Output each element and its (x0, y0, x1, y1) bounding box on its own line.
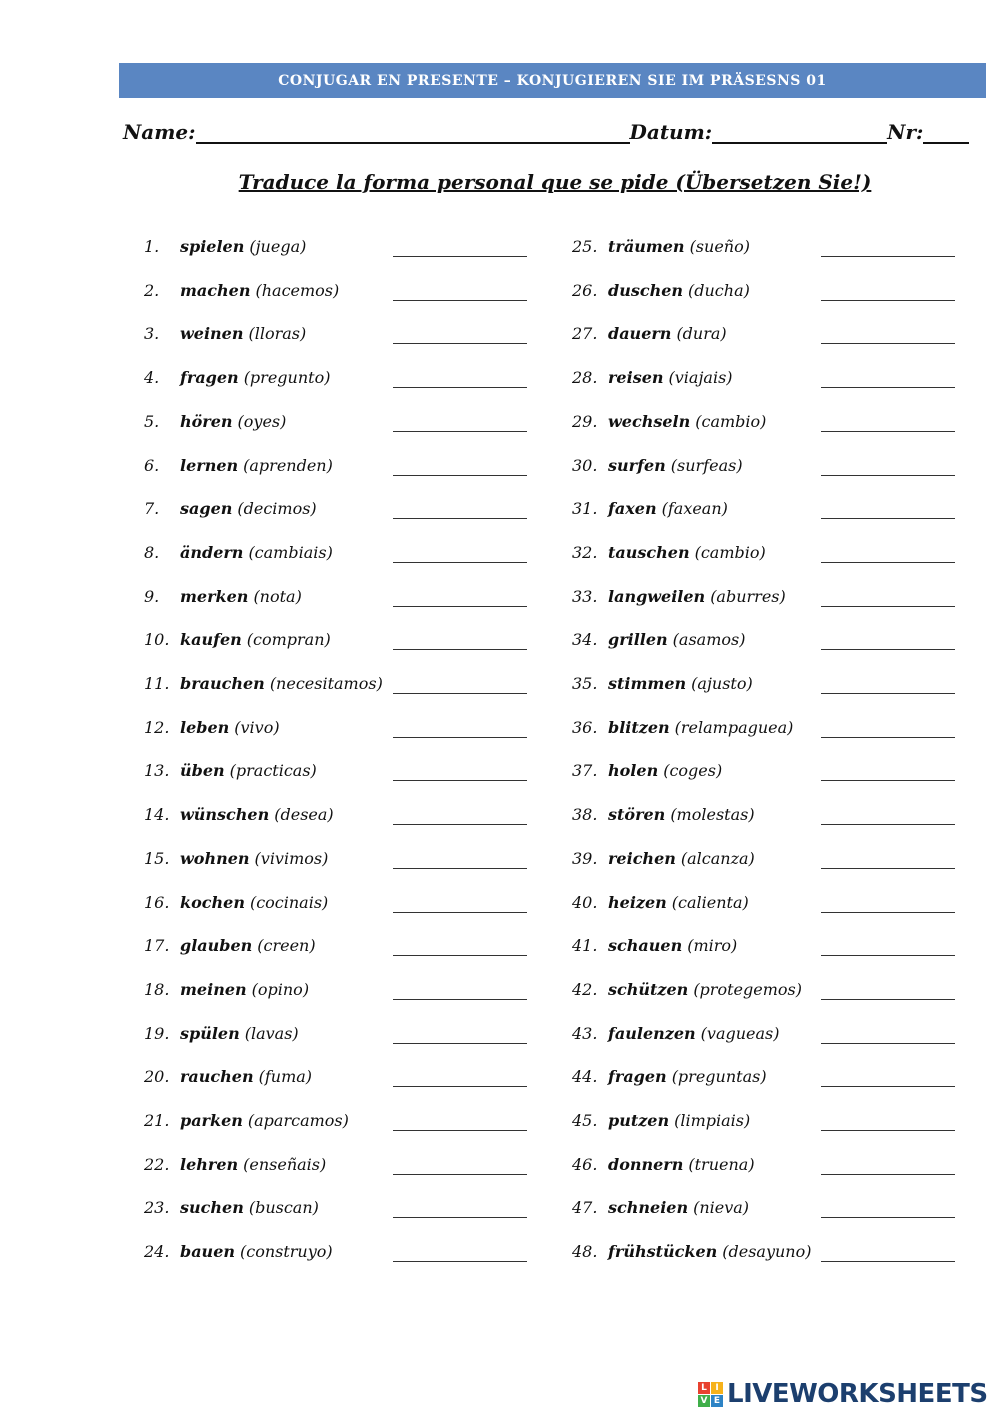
item-verb: wechseln (608, 411, 691, 431)
item-number: 23. (144, 1198, 170, 1218)
item-number: 25. (572, 237, 598, 256)
exercise-item (144, 1155, 326, 1179)
item-number: 4. (144, 368, 160, 388)
exercise-item (572, 1024, 780, 1048)
item-number: 40. (572, 892, 598, 912)
item-number: 22. (144, 1154, 170, 1174)
exercise-item (572, 893, 749, 917)
item-verb: merken (180, 586, 249, 606)
item-number: 16. (144, 892, 170, 912)
exercise-item (572, 412, 766, 436)
exercise-item (572, 237, 750, 261)
exercise-item (572, 805, 755, 829)
exercise-item (144, 543, 333, 567)
answer-blank[interactable] (393, 693, 527, 694)
item-number: 11. (144, 674, 170, 693)
answer-blank[interactable] (393, 1043, 527, 1044)
item-verb: leben (180, 717, 230, 737)
answer-blank[interactable] (393, 780, 527, 781)
item-verb: schützen (608, 979, 689, 999)
answer-blank[interactable] (393, 955, 527, 956)
answer-blank[interactable] (821, 1043, 955, 1044)
item-hint: (relampaguea) (674, 717, 794, 737)
exercise-item (572, 980, 802, 1004)
answer-blank[interactable] (821, 780, 955, 781)
item-number: 8. (144, 542, 160, 562)
item-number: 12. (144, 717, 170, 737)
exercise-item (144, 980, 309, 1004)
date-label: Datum: (629, 120, 713, 144)
item-hint: (ajusto) (691, 674, 753, 693)
answer-blank[interactable] (821, 1261, 955, 1262)
item-hint: (calienta) (671, 892, 749, 912)
item-hint: (truena) (688, 1154, 755, 1174)
item-number: 35. (572, 674, 598, 693)
item-verb: glauben (180, 936, 253, 956)
exercise-item (572, 674, 753, 698)
item-hint: (cocinais) (249, 892, 329, 912)
item-hint: (necesitamos) (269, 674, 383, 693)
answer-blank[interactable] (821, 868, 955, 869)
worksheet-title-banner (119, 63, 986, 98)
answer-blank[interactable] (821, 300, 955, 301)
answer-blank[interactable] (393, 1261, 527, 1262)
item-number: 44. (572, 1067, 598, 1087)
item-verb: fragen (608, 1067, 667, 1087)
item-hint: (juega) (249, 237, 307, 256)
item-verb: fragen (180, 368, 239, 388)
answer-blank[interactable] (821, 737, 955, 738)
item-verb: lernen (180, 455, 239, 475)
item-hint: (cambio) (694, 542, 766, 562)
item-number: 24. (144, 1242, 170, 1262)
item-hint: (coges) (663, 761, 723, 781)
item-number: 28. (572, 368, 598, 388)
item-verb: tauschen (608, 542, 690, 562)
exercise-item (144, 499, 317, 523)
item-number: 45. (572, 1111, 598, 1130)
item-verb: faxen (608, 499, 657, 519)
item-verb: stören (608, 805, 666, 825)
item-hint: (preguntas) (671, 1067, 767, 1087)
exercise-item (572, 1155, 755, 1179)
item-hint: (opino) (251, 979, 310, 999)
item-number: 30. (572, 455, 598, 475)
exercise-item (572, 456, 743, 480)
item-hint: (vivimos) (254, 848, 329, 868)
item-hint: (vagueas) (700, 1023, 780, 1043)
item-verb: duschen (608, 280, 684, 300)
item-number: 1. (144, 237, 160, 256)
exercise-item (144, 718, 280, 742)
item-hint: (practicas) (229, 761, 317, 781)
exercise-item (144, 849, 328, 873)
item-hint: (dura) (676, 324, 727, 344)
item-verb: weinen (180, 324, 244, 344)
exercise-item (572, 499, 728, 523)
exercise-item (144, 761, 317, 785)
item-number: 2. (144, 280, 160, 300)
item-number: 29. (572, 411, 598, 431)
worksheet-title: CONJUGAR EN PRESENTE – KONJUGIEREN SIE IM PRÄSESNS 01 (278, 72, 827, 89)
answer-blank[interactable] (821, 649, 955, 650)
item-verb: grillen (608, 630, 668, 650)
item-verb: sagen (180, 499, 233, 519)
answer-blank[interactable] (393, 649, 527, 650)
item-verb: frühstücken (608, 1242, 718, 1262)
answer-blank[interactable] (393, 1217, 527, 1218)
exercise-item (572, 587, 786, 611)
item-hint: (lloras) (248, 324, 307, 344)
item-number: 38. (572, 805, 598, 825)
answer-blank[interactable] (393, 387, 527, 388)
item-number: 3. (144, 324, 160, 344)
exercise-item (572, 1067, 767, 1091)
exercise-item (144, 805, 334, 829)
answer-blank[interactable] (821, 693, 955, 694)
item-verb: wohnen (180, 848, 250, 868)
answer-blank[interactable] (393, 1130, 527, 1131)
exercise-item (144, 1242, 333, 1266)
item-hint: (ducha) (688, 280, 750, 300)
item-hint: (nieva) (693, 1198, 750, 1218)
answer-blank[interactable] (821, 606, 955, 607)
item-number: 34. (572, 630, 598, 650)
exercise-item (572, 281, 750, 305)
answer-blank[interactable] (821, 562, 955, 563)
item-verb: kochen (180, 892, 245, 912)
item-number: 31. (572, 499, 598, 519)
answer-blank[interactable] (393, 475, 527, 476)
answer-blank[interactable] (393, 999, 527, 1000)
item-verb: parken (180, 1111, 243, 1130)
exercise-item (572, 368, 733, 392)
item-number: 14. (144, 805, 170, 825)
item-verb: faulenzen (608, 1023, 696, 1043)
item-number: 33. (572, 586, 598, 606)
item-verb: blitzen (608, 717, 670, 737)
item-verb: heizen (608, 892, 667, 912)
item-hint: (aprenden) (243, 455, 333, 475)
answer-blank[interactable] (393, 300, 527, 301)
item-verb: brauchen (180, 674, 265, 693)
item-hint: (hacemos) (255, 280, 340, 300)
item-verb: reisen (608, 368, 664, 388)
item-number: 36. (572, 717, 598, 737)
item-hint: (faxean) (661, 499, 728, 519)
item-verb: hören (180, 411, 233, 431)
exercise-item (144, 936, 316, 960)
item-number: 13. (144, 761, 170, 781)
item-hint: (nota) (253, 586, 302, 606)
item-hint: (pregunto) (243, 368, 331, 388)
item-hint: (buscan) (248, 1198, 319, 1218)
exercise-item (572, 849, 755, 873)
item-hint: (cambiais) (248, 542, 333, 562)
exercise-item (144, 630, 331, 654)
exercise-item (572, 936, 737, 960)
item-hint: (alcanza) (680, 848, 755, 868)
exercise-item (572, 1198, 749, 1222)
item-number: 42. (572, 979, 598, 999)
item-hint: (aburres) (710, 586, 786, 606)
item-number: 26. (572, 280, 598, 300)
item-verb: stimmen (608, 674, 687, 693)
item-verb: putzen (608, 1111, 670, 1130)
answer-blank[interactable] (393, 824, 527, 825)
item-verb: reichen (608, 848, 676, 868)
logo-mark-icon (698, 1382, 723, 1407)
answer-blank[interactable] (821, 1086, 955, 1087)
item-hint: (desea) (274, 805, 334, 825)
item-hint: (oyes) (237, 411, 287, 431)
item-hint: (decimos) (237, 499, 317, 519)
item-verb: suchen (180, 1198, 244, 1218)
answer-blank[interactable] (821, 912, 955, 913)
exercise-item (144, 368, 330, 392)
exercise-item (144, 1111, 349, 1135)
exercise-item (144, 281, 339, 305)
item-verb: langweilen (608, 586, 706, 606)
item-number: 17. (144, 936, 170, 956)
answer-blank[interactable] (821, 999, 955, 1000)
item-number: 43. (572, 1023, 598, 1043)
exercise-item (144, 456, 333, 480)
item-hint: (protegemos) (693, 979, 802, 999)
item-verb: spielen (180, 237, 245, 256)
exercise-item (572, 324, 727, 348)
answer-blank[interactable] (821, 431, 955, 432)
item-hint: (surfeas) (670, 455, 743, 475)
answer-blank[interactable] (393, 606, 527, 607)
item-verb: holen (608, 761, 659, 781)
item-number: 39. (572, 848, 598, 868)
item-verb: donnern (608, 1154, 684, 1174)
exercise-item (144, 1024, 299, 1048)
exercise-item (144, 893, 328, 917)
item-number: 20. (144, 1067, 170, 1087)
item-verb: kaufen (180, 630, 242, 650)
exercise-item (144, 1067, 312, 1091)
item-verb: spülen (180, 1023, 240, 1043)
answer-blank[interactable] (821, 955, 955, 956)
item-verb: surfen (608, 455, 666, 475)
item-number: 48. (572, 1242, 598, 1262)
item-hint: (cambio) (695, 411, 767, 431)
item-number: 47. (572, 1198, 598, 1218)
item-hint: (enseñais) (243, 1154, 327, 1174)
item-verb: rauchen (180, 1067, 254, 1087)
answer-blank[interactable] (821, 1130, 955, 1131)
item-number: 18. (144, 979, 170, 999)
answer-blank[interactable] (393, 343, 527, 344)
item-number: 15. (144, 848, 170, 868)
answer-blank[interactable] (821, 343, 955, 344)
answer-blank[interactable] (821, 475, 955, 476)
item-verb: meinen (180, 979, 247, 999)
logo-mark-letter: E (711, 1395, 723, 1407)
item-verb: dauern (608, 324, 672, 344)
name-field-line[interactable] (196, 122, 630, 144)
item-hint: (miro) (687, 936, 738, 956)
exercise-item (144, 674, 383, 698)
item-hint: (compran) (246, 630, 331, 650)
item-verb: schneien (608, 1198, 689, 1218)
answer-blank[interactable] (393, 431, 527, 432)
item-hint: (aparcamos) (247, 1111, 349, 1130)
nr-label: Nr: (887, 120, 924, 144)
student-info-row (123, 120, 987, 144)
name-label: Name: (123, 120, 196, 144)
item-hint: (asamos) (672, 630, 746, 650)
exercise-item (572, 1111, 750, 1135)
item-verb: bauen (180, 1242, 235, 1262)
item-verb: lehren (180, 1154, 239, 1174)
exercise-item (572, 761, 722, 785)
exercise-item (144, 587, 302, 611)
logo-wordmark: LIVEWORKSHEETS (727, 1379, 988, 1409)
item-verb: träumen (608, 237, 685, 256)
item-hint: (desayuno) (722, 1242, 812, 1262)
item-number: 46. (572, 1154, 598, 1174)
answer-blank[interactable] (393, 912, 527, 913)
logo-mark-letter: L (698, 1382, 710, 1394)
answer-blank[interactable] (821, 824, 955, 825)
item-hint: (construyo) (240, 1242, 333, 1262)
item-verb: wünschen (180, 805, 270, 825)
item-number: 41. (572, 936, 598, 956)
exercise-item (572, 543, 766, 567)
item-hint: (vivo) (234, 717, 280, 737)
exercise-item (144, 237, 306, 261)
answer-blank[interactable] (393, 737, 527, 738)
item-number: 5. (144, 411, 160, 431)
item-hint: (viajais) (668, 368, 733, 388)
instruction-heading: Traduce la forma personal que se pide (Übersetzen Sie!) (238, 170, 872, 194)
item-verb: ändern (180, 542, 244, 562)
answer-blank[interactable] (821, 518, 955, 519)
answer-blank[interactable] (393, 562, 527, 563)
answer-blank[interactable] (821, 387, 955, 388)
item-number: 21. (144, 1111, 170, 1130)
item-hint: (molestas) (670, 805, 755, 825)
item-number: 19. (144, 1023, 170, 1043)
item-hint: (creen) (257, 936, 316, 956)
answer-blank[interactable] (821, 1217, 955, 1218)
item-number: 27. (572, 324, 598, 344)
answer-blank[interactable] (393, 1086, 527, 1087)
logo-mark-letter: V (698, 1395, 710, 1407)
exercise-item (572, 1242, 811, 1266)
date-field-line[interactable] (712, 122, 887, 144)
item-hint: (sueño) (689, 237, 750, 256)
item-number: 9. (144, 586, 160, 606)
item-number: 32. (572, 542, 598, 562)
exercise-item (572, 630, 745, 654)
answer-blank[interactable] (393, 868, 527, 869)
answer-blank[interactable] (393, 256, 527, 257)
item-verb: schauen (608, 936, 683, 956)
answer-blank[interactable] (821, 256, 955, 257)
item-hint: (limpiais) (674, 1111, 751, 1130)
nr-field-line[interactable] (923, 122, 969, 144)
item-verb: üben (180, 761, 225, 781)
item-number: 6. (144, 455, 160, 475)
exercise-item (572, 718, 793, 742)
item-number: 10. (144, 630, 170, 650)
item-number: 7. (144, 499, 160, 519)
exercise-item (144, 324, 306, 348)
answer-blank[interactable] (393, 518, 527, 519)
item-number: 37. (572, 761, 598, 781)
answer-blank[interactable] (821, 1174, 955, 1175)
answer-blank[interactable] (393, 1174, 527, 1175)
item-hint: (lavas) (244, 1023, 299, 1043)
liveworksheets-logo (698, 1378, 988, 1410)
item-verb: machen (180, 280, 251, 300)
exercise-item (144, 412, 286, 436)
logo-mark-letter: I (711, 1382, 723, 1394)
exercise-item (144, 1198, 319, 1222)
item-hint: (fuma) (258, 1067, 313, 1087)
